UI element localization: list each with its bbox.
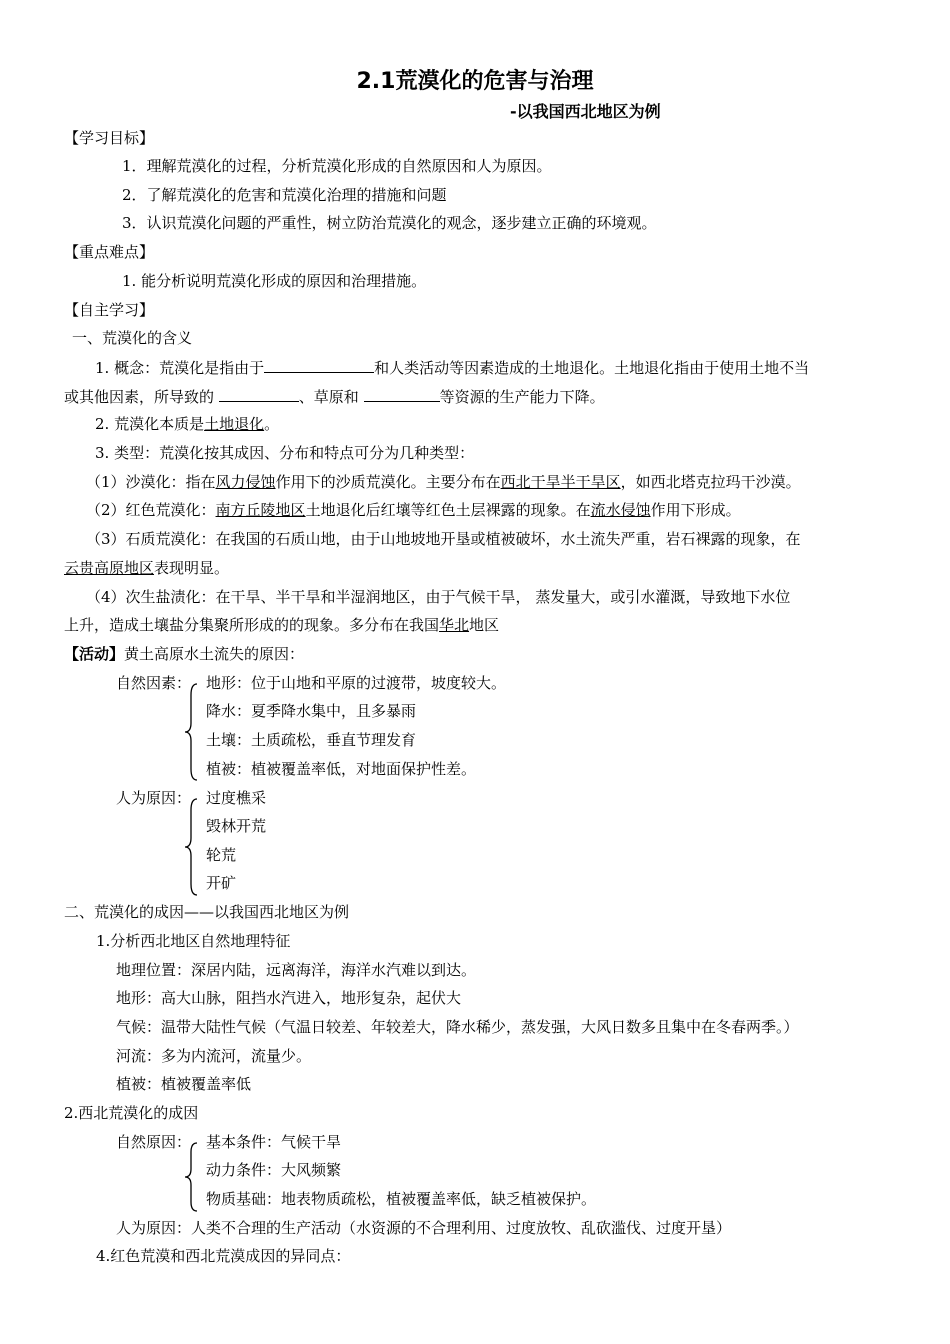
type-rocky-desertification: （3）石质荒漠化：在我国的石质山地，由于山地坡地开垦或植被破坏，水土流失严重，岩石裸露的现象，在 (86, 530, 801, 548)
brace-icon (184, 798, 200, 896)
natural-causes-label: 自然原因： (116, 1133, 192, 1151)
human-factors-label: 人为原因： (116, 789, 192, 807)
human-factor: 毁林开荒 (206, 817, 267, 835)
key-heading: 【重点难点】 (64, 243, 155, 261)
type-red-desertification: （2）红色荒漠化：南方丘陵地区土地退化后红壤等红色土层裸露的现象。在流水侵蚀作用下形成。 (86, 501, 741, 519)
concept-line-1: 1. 概念：荒漠化是指由于 和人类活动等因素造成的土地退化。土地退化指由于使用土地不当 (95, 359, 810, 377)
fill-blank[interactable] (219, 386, 299, 402)
page-subtitle: -以我国西北地区为例 (510, 102, 661, 121)
fill-blank[interactable] (364, 386, 440, 402)
natural-cause: 基本条件：气候干旱 (206, 1133, 342, 1151)
type-salinization: （4）次生盐渍化：在干旱、半干旱和半湿润地区，由于气候干旱， 蒸发量大，或引水灌溉，导致地下水位 (86, 588, 791, 606)
subsection-heading: 2.西北荒漠化的成因 (64, 1104, 199, 1122)
goals-heading: 【学习目标】 (64, 129, 155, 147)
brace-icon (184, 1142, 200, 1212)
feature-line: 地理位置：深居内陆，远离海洋，海洋水汽难以到达。 (116, 961, 477, 979)
feature-line: 地形：高大山脉，阻挡水汽进入，地形复杂，起伏大 (116, 989, 462, 1007)
goal-item: 2．了解荒漠化的危害和荒漠化治理的措施和问题 (122, 186, 447, 204)
goal-item: 1．理解荒漠化的过程，分析荒漠化形成的自然原因和人为原因。 (122, 157, 552, 175)
type-salinization-cont: 上升，造成土壤盐分集聚所形成的的现象。多分布在我国华北地区 (64, 616, 500, 634)
subsection-heading: 4.红色荒漠和西北荒漠成因的异同点： (96, 1247, 351, 1265)
type-desertification: （1）沙漠化：指在风力侵蚀作用下的沙质荒漠化。主要分布在西北干旱半干旱区，如西北塔克拉玛干沙漠。 (86, 473, 801, 491)
natural-cause: 物质基础：地表物质疏松，植被覆盖率低，缺乏植被保护。 (206, 1190, 597, 1208)
brace-icon (184, 683, 200, 781)
natural-factor: 降水：夏季降水集中，且多暴雨 (206, 702, 417, 720)
fill-blank[interactable] (264, 357, 374, 373)
human-factor: 过度樵采 (206, 789, 267, 807)
natural-factor: 土壤：土质疏松，垂直节理发育 (206, 731, 417, 749)
natural-factor: 地形：位于山地和平原的过渡带，坡度较大。 (206, 674, 507, 692)
feature-line: 气候：温带大陆性气候（气温日较差、年较差大，降水稀少，蒸发强，大风日数多且集中在冬春两季。） (116, 1018, 799, 1036)
human-factor: 开矿 (206, 874, 237, 892)
natural-cause: 动力条件：大风频繁 (206, 1161, 342, 1179)
natural-factor: 植被：植被覆盖率低，对地面保护性差。 (206, 760, 477, 778)
key-item: 1. 能分析说明荒漠化形成的原因和治理措施。 (122, 272, 427, 290)
types-line: 3. 类型：荒漠化按其成因、分布和特点可分为几种类型： (95, 444, 475, 462)
subsection-heading: 1.分析西北地区自然地理特征 (96, 932, 291, 950)
goal-item: 3．认识荒漠化问题的严重性，树立防治荒漠化的观念，逐步建立正确的环境观。 (122, 214, 657, 232)
essence-line: 2. 荒漠化本质是土地退化。 (95, 415, 280, 433)
feature-line: 植被：植被覆盖率低 (116, 1075, 252, 1093)
human-factor: 轮荒 (206, 846, 237, 864)
concept-line-2: 或其他因素，所导致的 、草原和 等资源的生产能力下降。 (64, 388, 605, 406)
section-heading: 一、荒漠化的含义 (72, 329, 193, 347)
section-heading: 二、荒漠化的成因——以我国西北地区为例 (64, 903, 350, 921)
natural-factors-label: 自然因素： (116, 674, 192, 692)
activity-heading: 【活动】黄土高原水土流失的原因： (64, 645, 305, 663)
type-rocky-desertification-cont: 云贵高原地区表现明显。 (64, 559, 230, 577)
self-study-heading: 【自主学习】 (64, 301, 155, 319)
page-title: 2.1荒漠化的危害与治理 (356, 69, 594, 94)
feature-line: 河流：多为内流河，流量少。 (116, 1047, 312, 1065)
human-causes-line: 人为原因：人类不合理的生产活动（水资源的不合理利用、过度放牧、乱砍滥伐、过度开垦） (116, 1219, 732, 1237)
